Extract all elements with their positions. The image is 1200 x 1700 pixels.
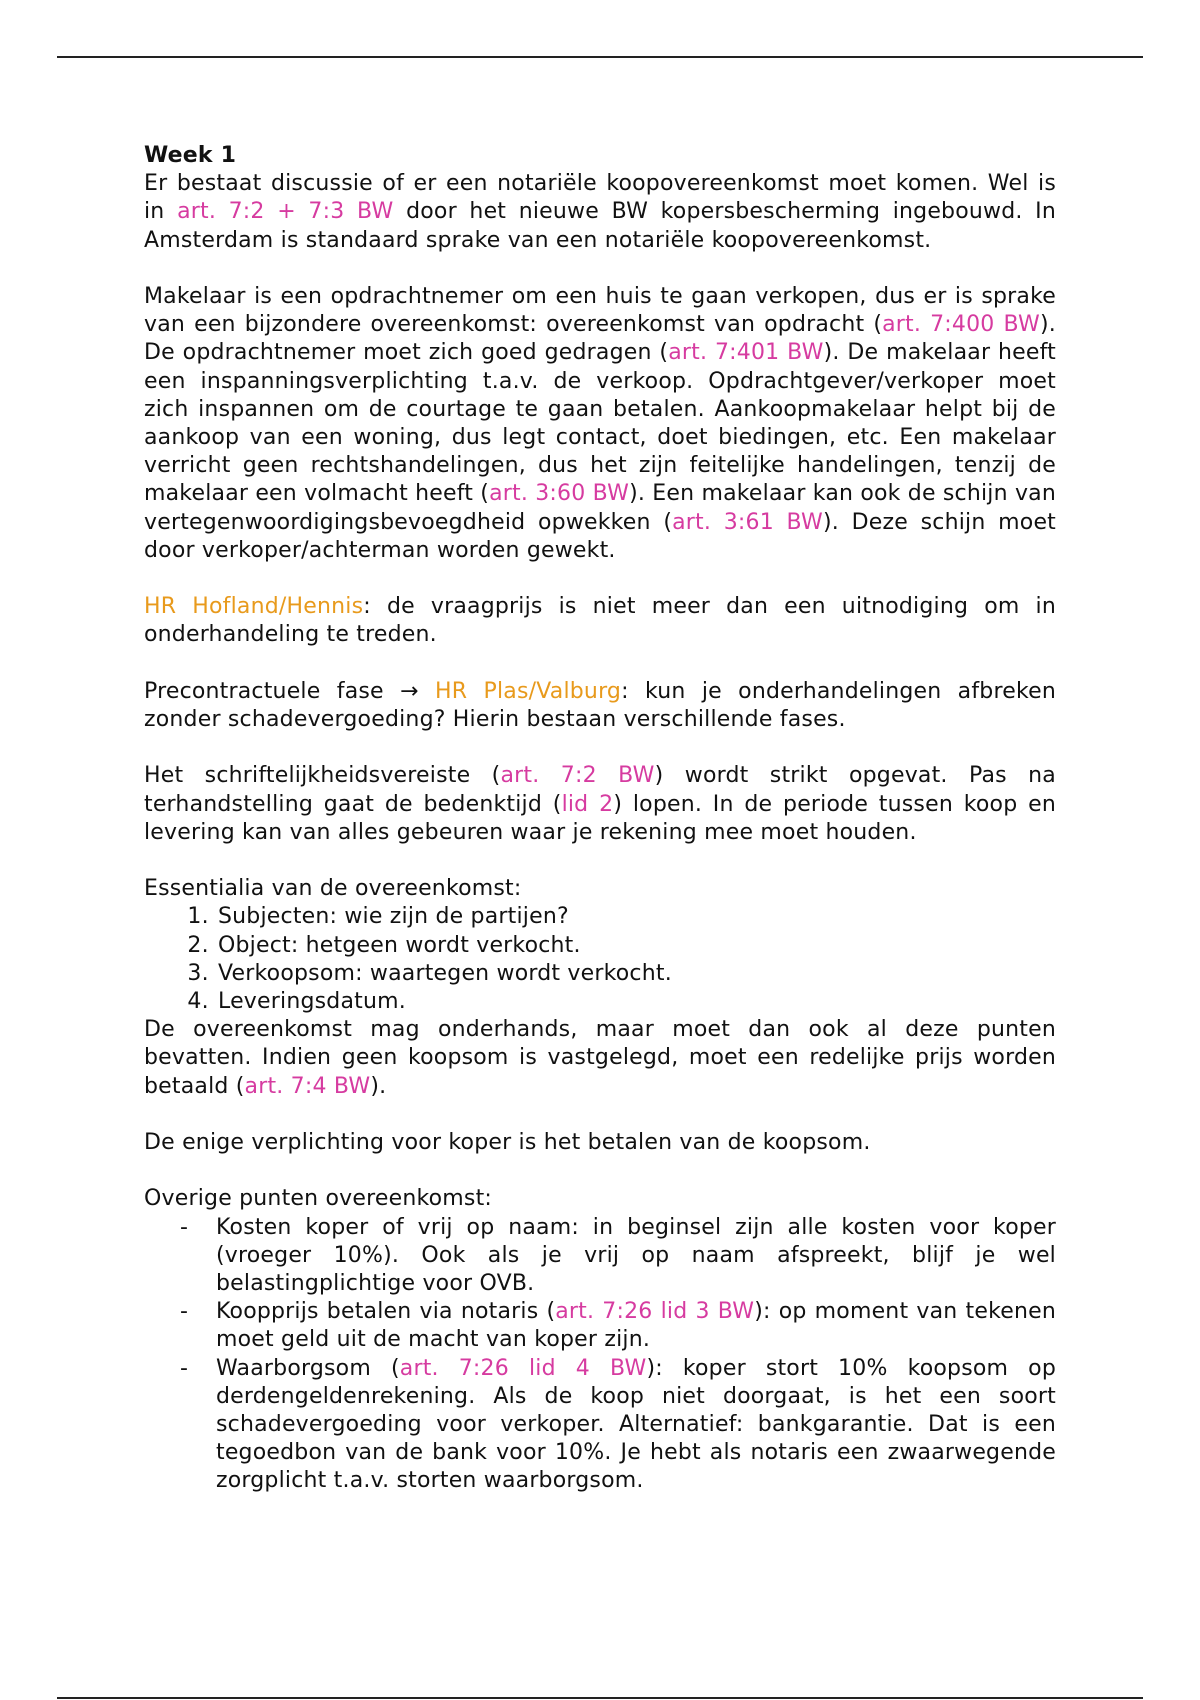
law-reference: art. 3:60 BW xyxy=(489,481,630,507)
text-run: Koopprijs betalen via notaris ( xyxy=(216,1299,556,1325)
text-run: ). Een makelaar kan ook de schijn van vertegenwoordigingsbevoegdheid opwekken ( xyxy=(144,481,1057,535)
text-run: ) lopen. In de periode tussen koop en levering kan van alles gebeuren waar je rekening mee moet houden. xyxy=(144,791,1056,845)
text-run: ): op moment van tekenen moet geld uit de macht van koper zijn. xyxy=(216,1299,1056,1353)
law-reference: art. 7:2 BW xyxy=(500,763,655,789)
law-reference: art. 7:2 + 7:3 BW xyxy=(177,199,394,225)
law-reference: lid 2 xyxy=(561,791,614,817)
list-item: 2. Object: hetgeen wordt verkocht. xyxy=(216,932,1056,960)
essentialia-intro: Essentialia van de overeenkomst: xyxy=(144,876,522,902)
law-reference: art. 7:400 BW xyxy=(882,312,1041,338)
header-rule xyxy=(57,56,1143,58)
paragraph-precontractueel xyxy=(144,678,1056,734)
law-reference: art. 7:4 BW xyxy=(244,1073,371,1099)
text-run: Precontractuele fase → xyxy=(144,678,435,704)
text-run: De overeenkomst mag onderhands, maar moet dan ook al deze punten bevatten. Indien geen koopsom is vastgelegd, moet een redelijke prijs worden betaald ( xyxy=(144,1017,1056,1099)
law-reference: art. 3:61 BW xyxy=(672,509,824,535)
text-run: door het nieuwe BW kopersbescherming ingebouwd. In Amsterdam is standaard sprake van een notariële koopovereenkomst. xyxy=(144,199,1057,253)
text-run: : de vraagprijs is niet meer dan een uitnodiging om in onderhandeling te treden. xyxy=(144,594,1056,648)
paragraph-verplichting-koper: De enige verplichting voor koper is het betalen van de koopsom. xyxy=(144,1130,871,1156)
paragraph-onderhands xyxy=(144,1016,1056,1101)
footer-rule xyxy=(57,1697,1143,1699)
overige-list xyxy=(144,1214,1056,1496)
list-item: 3. Verkoopsom: waartegen wordt verkocht. xyxy=(216,960,1056,988)
text-run: ). De opdrachtnemer moet zich goed gedragen ( xyxy=(144,312,1056,366)
section-heading: Week 1 xyxy=(144,143,237,168)
text-run: Het schriftelijkheidsvereiste ( xyxy=(144,763,501,789)
law-reference: art. 7:401 BW xyxy=(668,340,824,366)
paragraph-vraagprijs xyxy=(144,593,1056,649)
list-item xyxy=(216,1298,1056,1354)
paragraph-schriftelijkheid xyxy=(144,762,1056,847)
text-run: ). Deze schijn moet door verkoper/achterman worden gewekt. xyxy=(144,509,1057,563)
paragraph-koopovereenkomst xyxy=(144,170,1056,255)
text-run: ) wordt strikt opgevat. Pas na terhandstelling gaat de bedenktijd ( xyxy=(144,763,1056,817)
text-run: ). xyxy=(370,1073,387,1099)
essentialia-list xyxy=(144,903,1056,1016)
text-run: ). De makelaar heeft een inspanningsverplichting t.a.v. de verkoop. Opdrachtgever/verkoper moet zich inspannen om de courtage te gaan betalen. Aankoopmakelaar helpt bij de aankoop van een woning, dus legt contact, doet biedingen, etc. Een makelaar verricht geen rechtshandelingen, dus het zijn feitelijke handelingen, tenzij de makelaar een volmacht heeft ( xyxy=(144,340,1056,507)
text-run: Er bestaat discussie of er een notariële koopovereenkomst moet komen. Wel is in xyxy=(144,171,1056,225)
case-law-reference: HR Plas/Valburg xyxy=(434,678,622,704)
document-body xyxy=(144,142,1056,1496)
law-reference: art. 7:26 lid 3 BW xyxy=(555,1299,755,1325)
paragraph-makelaar xyxy=(144,283,1056,565)
list-item: 1. Subjecten: wie zijn de partijen? xyxy=(216,903,1056,931)
case-law-reference: HR Hofland/Hennis xyxy=(144,594,364,620)
list-item: - Kosten koper of vrij op naam: in beginsel zijn alle kosten voor koper (vroeger 10%). Ook als je vrij op naam afspreekt, blijf je wel belastingplichtige voor OVB. xyxy=(216,1214,1056,1299)
overige-intro: Overige punten overeenkomst: xyxy=(144,1186,493,1212)
text-run: : kun je onderhandelingen afbreken zonder schadevergoeding? Hierin bestaan verschillende fases. xyxy=(144,678,1057,733)
text-run: Waarborgsom ( xyxy=(216,1355,400,1381)
list-item: 4. Leveringsdatum. xyxy=(216,988,1056,1016)
list-item xyxy=(216,1355,1056,1496)
text-run: Makelaar is een opdrachtnemer om een huis te gaan verkopen, dus er is sprake van een bijzondere overeenkomst: overeenkomst van opdracht ( xyxy=(144,284,1056,338)
text-run: ): koper stort 10% koopsom op derdengeldenrekening. Als de koop niet doorgaat, is het een soort schadevergoeding voor verkoper. Alternatief: bankgarantie. Dat is een tegoedbon van de bank voor 10%. Je hebt als notaris een zwaarwegende zorgplicht t.a.v. storten waarborgsom. xyxy=(216,1355,1057,1494)
law-reference: art. 7:26 lid 4 BW xyxy=(399,1355,647,1381)
